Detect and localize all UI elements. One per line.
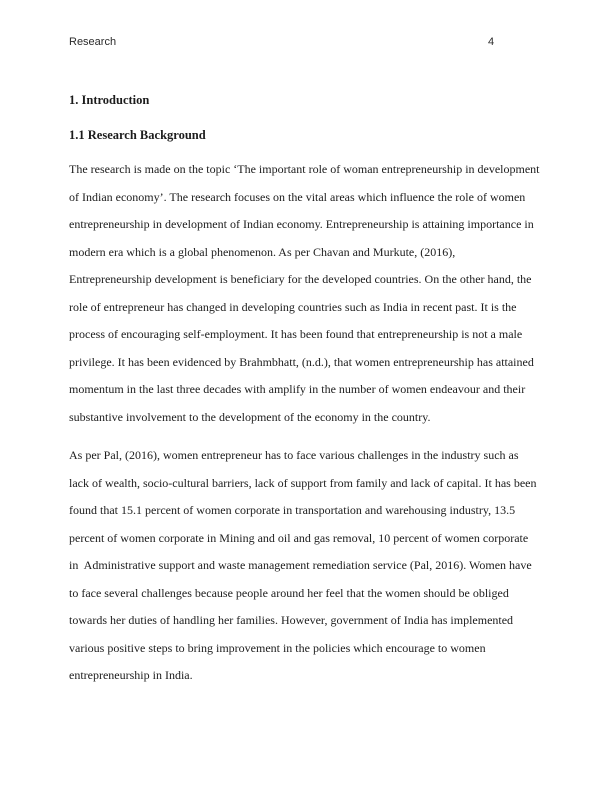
section-heading: 1. Introduction bbox=[69, 93, 150, 107]
paragraph-challenges: As per Pal, (2016), women entrepreneur has to face various challenges in the industry such as lack of wealth, socio-cultural barriers, lack of support from family and lack of capital. It has been found that 15.1 percent of women corporate in transportation and warehousing industry, 13.5 percent of women corporate in Mining and oil and gas removal, 10 percent of women corporate in Administrative support and waste management remediation service (Pal, 2016). Women have to face several challenges because people around her feel that the women should be obliged towards her duties of handling her families. However, government of India has implemented various positive steps to bring improvement in the policies which encourage to women entrepreneurship in India. bbox=[69, 448, 540, 682]
subsection-heading: 1.1 Research Background bbox=[69, 128, 206, 142]
page-number: 4 bbox=[488, 36, 495, 48]
paragraph-research-background: The research is made on the topic ‘The important role of woman entrepreneurship in development of Indian economy’. The research focuses on the vital areas which influence the role of women entrepreneurship in development of Indian economy. Entrepreneurship is attaining importance in modern era which is a global phenomenon. As per Chavan and Murkute, (2016), Entrepreneurship development is beneficiary for the developed countries. On the other hand, the role of entrepreneur has changed in developing countries such as India in recent past. It is the process of encouraging self-employment. It has been found that entrepreneurship is not a male privilege. It has been evidenced by Brahmbhatt, (n.d.), that women entrepreneurship has attained momentum in the last three decades with amplify in the number of women endeavour and their substantive involvement to the development of the economy in the country. bbox=[69, 162, 543, 424]
document-body bbox=[69, 0, 543, 690]
running-head-title: Research bbox=[69, 36, 117, 48]
